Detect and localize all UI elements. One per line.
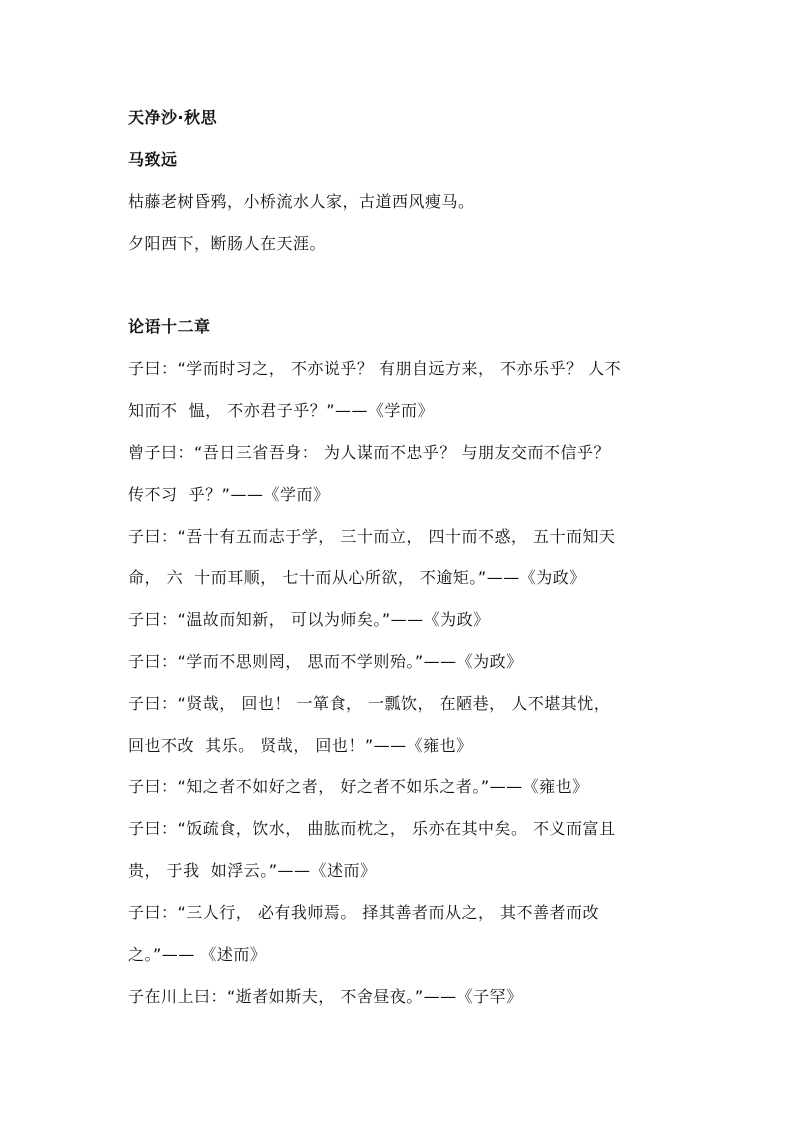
- section-title: 论语十二章: [128, 317, 211, 336]
- text-line: 贵， 于我 如浮云。”——《述而》: [128, 861, 377, 880]
- text-line: 子曰：“饭疏食，饮水， 曲肱而枕之， 乐亦在其中矣。 不义而富且: [128, 819, 616, 838]
- text-line: 知而不 愠， 不亦君子乎？”——《学而》: [128, 401, 435, 420]
- poem-line: 夕阳西下，断肠人在天涯。: [128, 234, 327, 253]
- text-line: 子曰：“学而不思则罔， 思而不学则殆。”——《为政》: [128, 652, 523, 671]
- text-line: 传不习 乎？”——《学而》: [128, 485, 330, 504]
- poem-line: 枯藤老树昏鸦，小桥流水人家，古道西风瘦马。: [128, 192, 475, 211]
- text-line: 子在川上曰：“逝者如斯夫， 不舍昼夜。”——《子罕》: [128, 987, 523, 1006]
- text-line: 子曰：“三人行， 必有我师焉。 择其善者而从之， 其不善者而改: [128, 903, 600, 922]
- poem-title: 天净沙·秋思: [128, 108, 218, 127]
- text-line: 子曰：“温故而知新， 可以为师矣。”——《为政》: [128, 610, 490, 629]
- text-line: 子曰：“贤哉， 回也！ 一箪食， 一瓢饮， 在陋巷， 人不堪其忧，: [128, 694, 611, 713]
- text-line: 之。”—— 《述而》: [128, 945, 267, 964]
- text-line: 命， 六 十而耳顺， 七十而从心所欲， 不逾矩。”——《为政》: [128, 568, 586, 587]
- poem-author: 马致远: [128, 150, 178, 169]
- text-line: 子曰：“学而时习之， 不亦说乎？ 有朋自远方来， 不亦乐乎？ 人不: [128, 359, 622, 378]
- text-line: 子曰：“知之者不如好之者， 好之者不如乐之者。”——《雍也》: [128, 777, 589, 796]
- text-line: 曾子曰：“吾日三省吾身： 为人谋而不忠乎？ 与朋友交而不信乎？: [128, 443, 610, 462]
- text-line: 回也不改 其乐。 贤哉， 回也！”——《雍也》: [128, 736, 473, 755]
- text-line: 子曰：“吾十有五而志于学， 三十而立， 四十而不惑， 五十而知天: [128, 527, 616, 546]
